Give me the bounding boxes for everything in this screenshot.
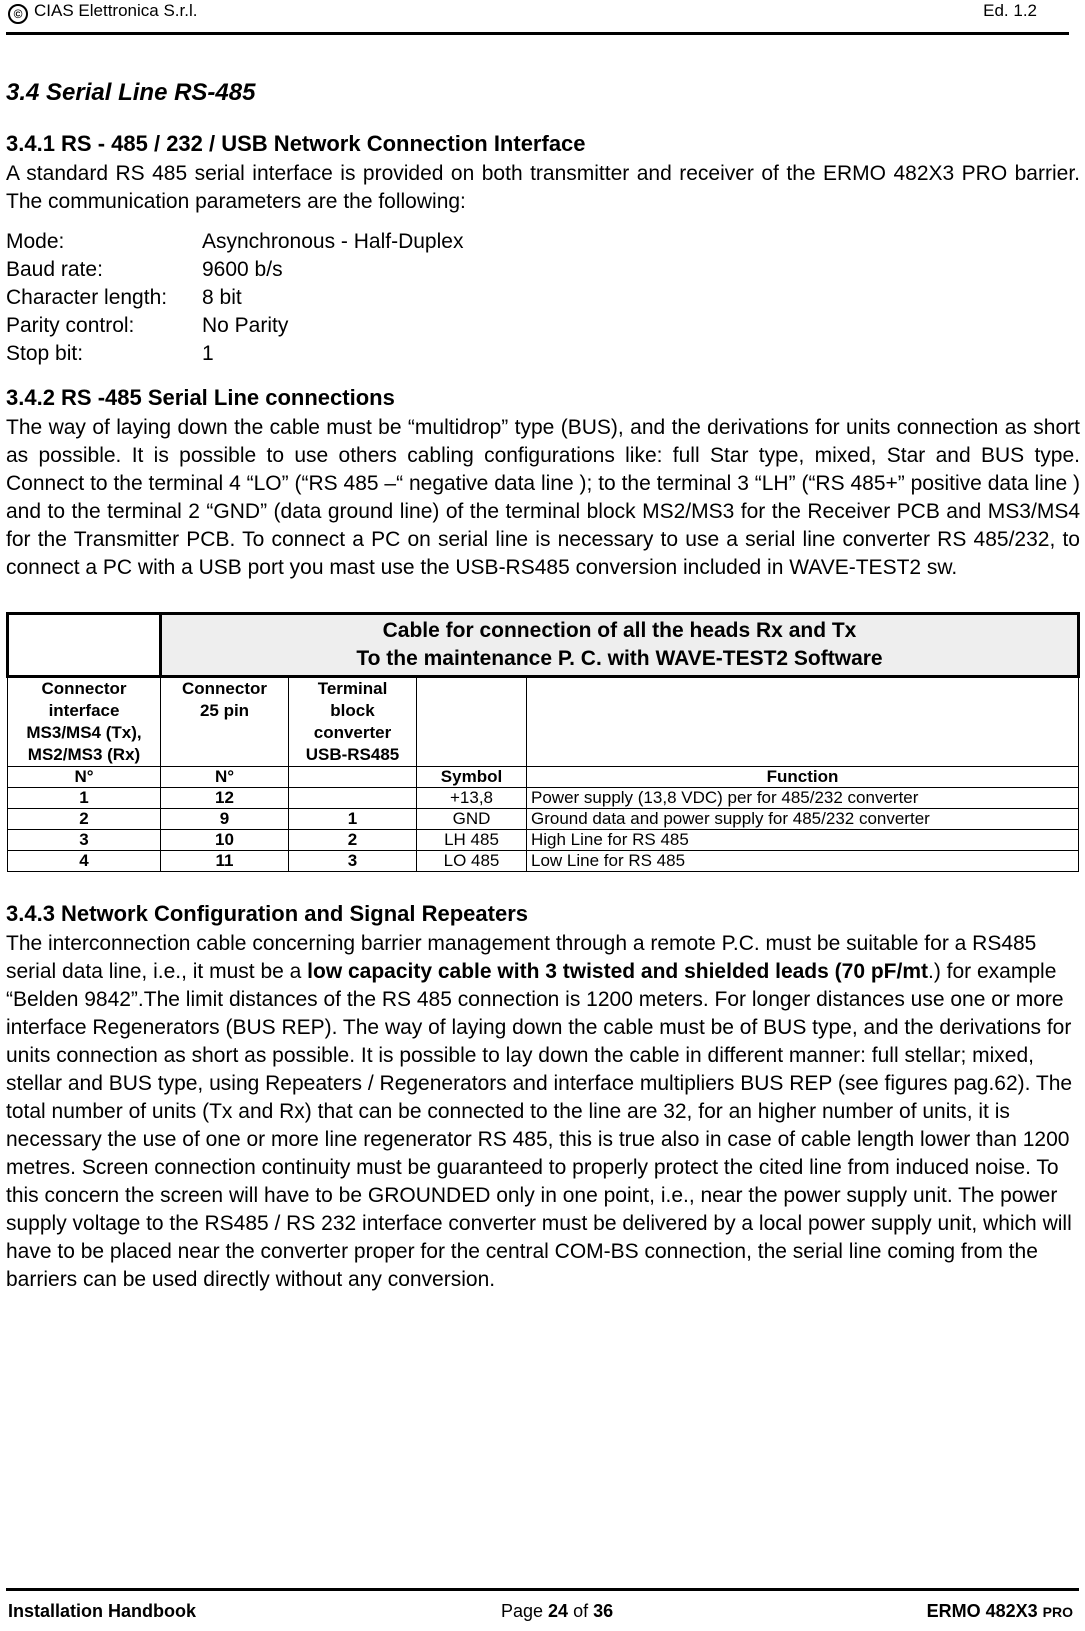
table-row bbox=[8, 851, 1079, 872]
product-suffix: PRO bbox=[1042, 1604, 1073, 1620]
header-line: block bbox=[330, 701, 375, 720]
param-row bbox=[6, 340, 1080, 368]
cell-function: Low Line for RS 485 bbox=[527, 851, 1079, 872]
col-header-terminal-block bbox=[289, 677, 417, 767]
table-row bbox=[8, 809, 1079, 830]
param-value: No Parity bbox=[202, 314, 289, 337]
copyright-icon: © bbox=[8, 4, 28, 24]
param-row bbox=[6, 284, 1080, 312]
cell-function: Power supply (13,8 VDC) per for 485/232 converter bbox=[527, 788, 1079, 809]
header-line: USB-RS485 bbox=[305, 745, 400, 764]
col-header-connector-interface bbox=[8, 677, 161, 767]
footer-handbook: Installation Handbook bbox=[8, 1601, 197, 1621]
footer-product bbox=[927, 1601, 1073, 1622]
cell-function: High Line for RS 485 bbox=[527, 830, 1079, 851]
param-key: Mode: bbox=[6, 230, 65, 253]
param-key: Stop bit: bbox=[6, 342, 84, 365]
col-header-connector-25pin bbox=[161, 677, 289, 767]
param-key: Character length: bbox=[6, 286, 168, 309]
header-line: converter bbox=[313, 723, 392, 742]
cell-symbol: GND bbox=[417, 809, 527, 830]
param-row bbox=[6, 228, 1080, 256]
text-emphasis: low capacity cable with 3 twisted and shielded leads (70 pF/mt bbox=[307, 960, 928, 983]
sub-header-function: Function bbox=[527, 767, 1079, 788]
header-company bbox=[8, 1, 197, 24]
footer-page-number bbox=[501, 1601, 613, 1622]
cell-n1: 2 bbox=[8, 809, 161, 830]
sub-header-n3 bbox=[289, 767, 417, 788]
cell-n3: 2 bbox=[289, 830, 417, 851]
header-line: Terminal bbox=[317, 679, 388, 698]
param-row bbox=[6, 256, 1080, 284]
page-total: 36 bbox=[593, 1601, 614, 1621]
page-header bbox=[6, 0, 1069, 35]
cell-n1: 3 bbox=[8, 830, 161, 851]
product-name: ERMO 482X3 bbox=[926, 1601, 1043, 1621]
page-footer bbox=[6, 1588, 1079, 1631]
cell-n2: 10 bbox=[161, 830, 289, 851]
communication-params bbox=[6, 228, 1080, 368]
param-key: Parity control: bbox=[6, 314, 135, 337]
page-prefix: Page bbox=[501, 1601, 549, 1621]
header-line: Connector bbox=[182, 679, 267, 698]
sub-header-symbol: Symbol bbox=[417, 767, 527, 788]
cell-function: Ground data and power supply for 485/232 converter bbox=[527, 809, 1079, 830]
table-title-line-2: To the maintenance P. C. with WAVE-TEST2 Software bbox=[356, 647, 883, 670]
sub-header-n1: N° bbox=[8, 767, 161, 788]
header-line: MS2/MS3 (Rx) bbox=[27, 745, 141, 764]
cell-symbol: LH 485 bbox=[417, 830, 527, 851]
subsection-341-title: 3.4.1 RS - 485 / 232 / USB Network Connection Interface bbox=[6, 131, 586, 156]
table-corner-cell bbox=[8, 614, 161, 677]
col-header-empty bbox=[527, 677, 1079, 767]
table-row bbox=[8, 830, 1079, 851]
cell-n3: 3 bbox=[289, 851, 417, 872]
edition-label: Ed. 1.2 bbox=[983, 1, 1037, 20]
cell-n3 bbox=[289, 788, 417, 809]
table-title-line-1: Cable for connection of all the heads Rx and Tx bbox=[382, 619, 857, 642]
header-line: interface bbox=[48, 701, 120, 720]
section-title: 3.4 Serial Line RS-485 bbox=[6, 79, 256, 106]
table-row bbox=[8, 788, 1079, 809]
subsection-342-title: 3.4.2 RS -485 Serial Line connections bbox=[6, 385, 395, 410]
page-of: of bbox=[568, 1601, 594, 1621]
document-body bbox=[6, 40, 1080, 1294]
cell-n2: 12 bbox=[161, 788, 289, 809]
cell-n2: 11 bbox=[161, 851, 289, 872]
cell-n1: 1 bbox=[8, 788, 161, 809]
param-row bbox=[6, 312, 1080, 340]
page-current: 24 bbox=[548, 1601, 569, 1621]
text-part: The interconnection cable concerning barrier management through a remote P.C. must be suitable for a RS485 serial data line, i.e., it must be a bbox=[6, 932, 1037, 983]
cell-n1: 4 bbox=[8, 851, 161, 872]
header-line: Connector bbox=[41, 679, 127, 698]
col-header-empty bbox=[417, 677, 527, 767]
subsection-343-text bbox=[6, 930, 1080, 1294]
param-value: Asynchronous - Half-Duplex bbox=[202, 230, 464, 253]
param-key: Baud rate: bbox=[6, 258, 103, 281]
cell-symbol: LO 485 bbox=[417, 851, 527, 872]
cell-symbol: +13,8 bbox=[417, 788, 527, 809]
param-value: 9600 b/s bbox=[202, 258, 283, 281]
subsection-342-text: The way of laying down the cable must be “multidrop” type (BUS), and the derivations for units connection as short as possible. It is possible to use others cabling configurations like: full Star type, mixed, Star and BUS type. Connect to the terminal 4 “LO” (“RS 485 –“ negative data line ); to the terminal 3 “LH” (“RS 485+” positive data line ) and to the terminal 2 “GND” (data ground line) of the terminal block MS2/MS3 for the Receiver PCB and MS3/MS4 for the Transmitter PCB. To connect a PC on serial line is necessary to use a serial line converter RS 485/232, to connect a PC with a USB port you mast use the USB-RS485 conversion included in WAVE-TEST2 sw. bbox=[6, 416, 1080, 579]
connection-table bbox=[6, 612, 1080, 872]
param-value: 8 bit bbox=[202, 286, 242, 309]
header-line: MS3/MS4 (Tx), bbox=[26, 723, 142, 742]
table-title bbox=[161, 614, 1079, 677]
subsection-341-text: A standard RS 485 serial interface is provided on both transmitter and receiver of the ERMO 482X3 PRO barrier. The communication parameters are the following: bbox=[6, 162, 1080, 213]
sub-header-n2: N° bbox=[161, 767, 289, 788]
subsection-343-title: 3.4.3 Network Configuration and Signal Repeaters bbox=[6, 901, 528, 926]
header-line: 25 pin bbox=[199, 701, 250, 720]
param-value: 1 bbox=[202, 342, 214, 365]
cell-n2: 9 bbox=[161, 809, 289, 830]
text-part: .) for example “Belden 9842”.The limit distances of the RS 485 connection is 1200 meters. For longer distances use one or more interface Regenerators (BUS REP). The way of laying down the cable must be of BUS type, and the derivations for units connection as short as possible. It is possible to lay down the cable in different manner: full stellar; mixed, stellar and BUS type, using Repeaters / Regenerators and interface multipliers BUS REP (see figures pag.62). The total number of units (Tx and Rx) that can be connected to the line are 32, for an higher number of units, it is necessary the use of one or more line regenerator RS 485, this is true also in case of cable length lower than 1200 metres. Screen connection continuity must be guaranteed to properly protect the cited line from induced noise. To this concern the screen will have to be GROUNDED only in one point, i.e., near the power supply unit. The power supply voltage to the RS485 / RS 232 interface converter must be delivered by a local power supply unit, which will have to be placed near the converter proper for the central COM-BS connection, the serial line coming from the barriers can be used directly without any conversion. bbox=[6, 960, 1073, 1291]
company-name: CIAS Elettronica S.r.l. bbox=[34, 1, 198, 20]
cell-n3: 1 bbox=[289, 809, 417, 830]
